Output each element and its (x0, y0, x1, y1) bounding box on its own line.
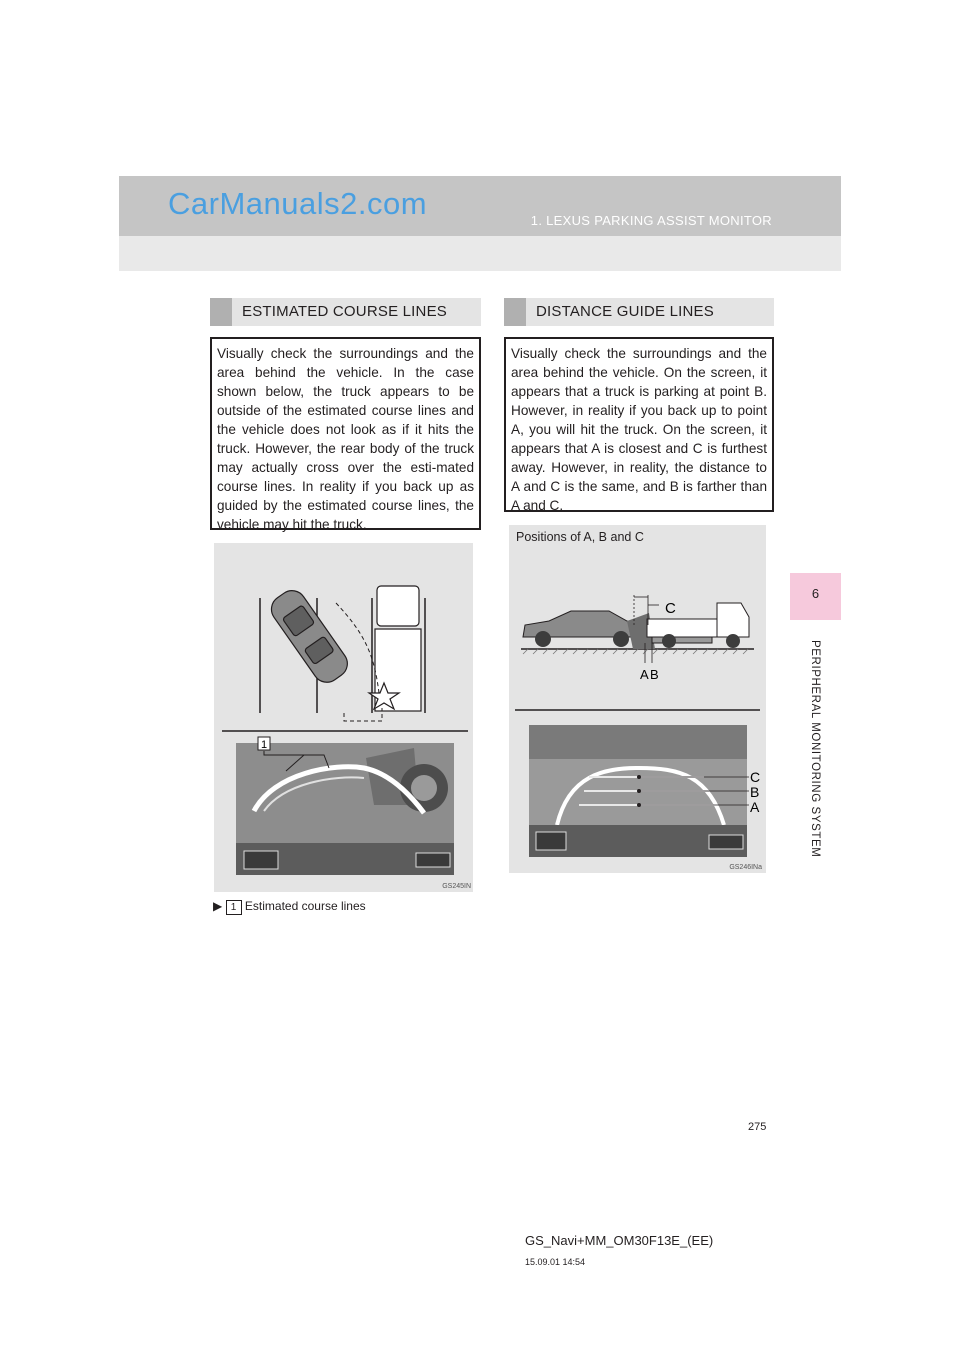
label-a-top: A (640, 667, 649, 682)
section-heading-text: DISTANCE GUIDE LINES (536, 303, 714, 320)
car-topview (266, 585, 353, 688)
page-number: 275 (748, 1121, 767, 1133)
figure-distance-guide-lines (509, 525, 766, 873)
callout-number: 1 (260, 739, 268, 751)
distance-guide-illustration (509, 525, 766, 873)
heading-marker (504, 298, 526, 326)
label-c-screen: C (750, 769, 761, 785)
figure-code: GS245IN (442, 883, 471, 890)
print-timestamp: 15.09.01 14:54 (525, 1257, 586, 1267)
warning-text: Visually check the surroundings and the area behind the vehicle. In the case shown below, the truck appears to be outside of the estimated course lines and the vehicle does not look as if it hits the truck. However, the rear body of the truck may actually cross over the esti-mated course lines. In reality if you back up as guided by the estimated course lines, the vehicle may hit the truck. (217, 346, 474, 532)
section-heading-estimated-course-lines (210, 298, 481, 326)
figure-code: GS246INa (729, 864, 762, 871)
label-b-top: B (650, 667, 659, 682)
document-code: GS_Navi+MM_OM30F13E_(EE) (525, 1233, 714, 1248)
chapter-title: 1. LEXUS PARKING ASSIST MONITOR (530, 213, 772, 228)
label-a-screen: A (750, 799, 760, 815)
figure-estimated-course-lines (214, 543, 473, 892)
section-heading-distance-guide-lines (504, 298, 774, 326)
legend-number: 1 (226, 900, 242, 915)
legend-text: Estimated course lines (244, 899, 366, 913)
chapter-tab-label: PERIPHERAL MONITORING SYSTEM (809, 640, 821, 858)
watermark-logo: CarManuals2.com (168, 186, 428, 221)
label-b-screen: B (750, 784, 760, 800)
heading-marker (210, 298, 232, 326)
figure-title: Positions of A, B and C (516, 530, 644, 544)
warning-text: Visually check the surroundings and the area behind the vehicle. On the screen, it appears that a truck is parking at point B. However, in reality if you back up to point A, you will hit the truck. On the screen, it appears that A is closest and C is furthest away. However, in reality, the distance to A and C is the same, and B is farther than A and C. (511, 346, 767, 513)
label-c-top: C (665, 600, 676, 617)
legend-arrow-icon: ▶ (213, 899, 223, 913)
legend-estimated-course-lines (213, 899, 366, 915)
section-heading-text: ESTIMATED COURSE LINES (242, 303, 447, 320)
chapter-tab-number: 6 (811, 586, 820, 601)
course-lines-illustration (214, 543, 473, 892)
warning-box-left (210, 337, 481, 530)
warning-box-right (504, 337, 774, 512)
